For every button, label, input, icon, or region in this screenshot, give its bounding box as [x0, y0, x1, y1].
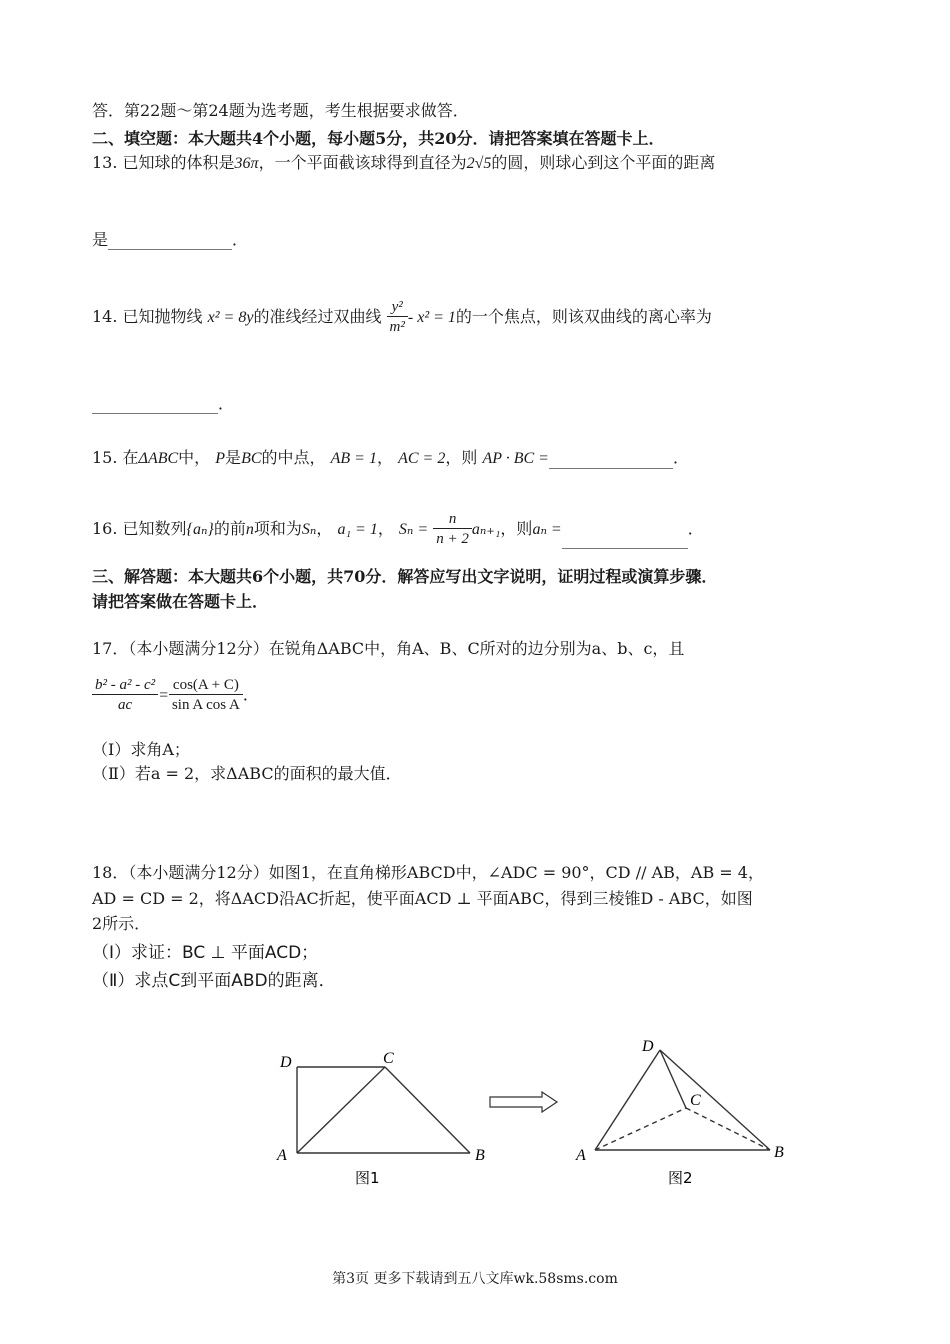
q17-equation: [92, 676, 259, 715]
fig1-caption: 图1: [355, 1169, 380, 1187]
fig1-label-b: B: [475, 1147, 485, 1164]
q16-prefix: 16. 已知数列: [92, 519, 187, 538]
q17-equals: =: [158, 687, 169, 704]
q13-line1: [92, 153, 715, 174]
q17-part1: （Ⅰ）求角A；: [92, 740, 190, 759]
q16-t1: 的前: [213, 519, 246, 538]
figure-area: [0, 1020, 950, 1200]
fig2-edge-db: [660, 1050, 770, 1150]
fig1-edge-cb: [385, 1067, 470, 1153]
q13-line2-text: 是: [92, 230, 109, 249]
q16-an1: aₙ₊₁: [471, 521, 501, 538]
q16-t4: ，: [377, 519, 394, 538]
q13-line2: [92, 230, 248, 250]
q16-fraction: [433, 510, 472, 549]
fig2-edge-cb: [686, 1108, 770, 1150]
q13-prefix: 13. 已知球的体积是: [92, 153, 235, 172]
fig2-label-b: B: [774, 1144, 784, 1161]
q15-t3: 的中点，: [261, 448, 326, 467]
fig1-label-c: C: [383, 1050, 394, 1067]
q17-lhs-num: b² - a² - c²: [92, 676, 158, 695]
fig2-label-c: C: [690, 1092, 701, 1109]
q14-parabola: x² = 8y: [207, 309, 254, 326]
q16-sn2: Sₙ =: [398, 521, 429, 538]
q16-an: aₙ =: [532, 521, 562, 538]
q15-dot-product: AP · BC =: [482, 450, 549, 467]
q16-answer-blank[interactable]: [562, 530, 688, 549]
q17-rhs-den: sin A cos A: [171, 697, 240, 713]
q16-a1: a₁ = 1: [337, 521, 378, 538]
q14-hyp-rest: - x² = 1: [407, 309, 456, 326]
q17-lhs-fraction: [92, 676, 158, 715]
q16-sn: Sₙ: [301, 521, 317, 538]
q15-end: ．: [672, 448, 689, 467]
q17-end: ．: [242, 685, 259, 704]
q15-ac: AC = 2: [398, 450, 446, 467]
figure1-trapezoid: [297, 1067, 470, 1153]
q16-t2: 项和为: [253, 519, 302, 538]
section3-title-line2: 请把答案做在答题卡上．: [92, 592, 269, 611]
q16-t3: ，: [316, 519, 333, 538]
q16-line: [92, 510, 704, 549]
q13-end: ．: [232, 230, 249, 249]
fig2-label-d: D: [642, 1038, 654, 1055]
section3-title-line1: 三、解答题：本大题共6个小题，共70分．解答应写出文字说明，证明过程或演算步骤．: [92, 567, 718, 586]
fold-arrow-icon: [490, 1092, 557, 1112]
q15-answer-blank[interactable]: [549, 450, 673, 469]
q17-lhs-den: ac: [117, 697, 133, 713]
q16-frac-num: n: [433, 510, 472, 529]
q15-point-p: P: [215, 450, 226, 467]
q15-triangle: ΔABC: [138, 450, 179, 467]
q17-rhs-num: cos(A + C): [169, 676, 243, 695]
q15-t4: ，: [376, 448, 393, 467]
q18-line3: 2所示．: [92, 914, 151, 933]
fig2-edge-da: [595, 1050, 660, 1150]
q18-line1: 18．（本小题满分12分）如图1，在直角梯形ABCD中，∠ADC = 90°，CD // AB，AB = 4，: [92, 863, 764, 882]
q18-part2: （Ⅱ）求点C到平面ABD的距离．: [92, 971, 336, 991]
figure2-pyramid: [595, 1050, 770, 1150]
fig1-label-d: D: [280, 1054, 292, 1071]
section2-title: 二、填空题：本大题共4个小题，每小题5分，共20分．请把答案填在答题卡上．: [92, 129, 665, 148]
q15-t5: ，则: [445, 448, 478, 467]
q16-n: n: [245, 521, 254, 538]
q13-diameter: 2√5: [466, 155, 492, 172]
q14-suffix: 的一个焦点，则该双曲线的离心率为: [455, 307, 712, 326]
q15-t1: 中，: [178, 448, 211, 467]
q16-end: ．: [687, 519, 704, 538]
q14-mid: 的准线经过双曲线: [253, 307, 382, 326]
q13-answer-blank[interactable]: [108, 231, 232, 250]
fig2-caption: 图2: [668, 1169, 693, 1187]
q18-line2: AD = CD = 2，将ΔACD沿AC折起，使平面ACD ⊥ 平面ABC，得到三棱锥D - ABC，如图: [92, 889, 753, 908]
q14-hyp-den: m²: [389, 319, 405, 335]
intro-text: 答．第22题～第24题为选考题，考生根据要求做答．: [92, 101, 469, 120]
q14-end: ．: [218, 394, 235, 413]
q15-line: [92, 448, 689, 469]
fig1-label-a: A: [277, 1147, 287, 1164]
q14-line2: [92, 394, 234, 414]
q14-hyp-num: y²: [387, 298, 408, 317]
q13-volume: 36π: [234, 155, 259, 172]
q17-line1: 17．（本小题满分12分）在锐角ΔABC中，角A、B、C所对的边分别为a、b、c，且: [92, 639, 685, 658]
q15-ab: AB = 1: [330, 450, 377, 467]
q14-answer-blank[interactable]: [92, 395, 218, 414]
q13-suffix: 的圆，则球心到这个平面的距离: [491, 153, 716, 172]
q15-t2: 是: [225, 448, 242, 467]
q16-seq: {aₙ}: [186, 521, 214, 538]
q17-rhs-fraction: [169, 676, 243, 715]
q13-mid: ，一个平面截该球得到直径为: [258, 153, 467, 172]
q15-prefix: 15. 在: [92, 448, 139, 467]
fig2-label-a: A: [576, 1147, 586, 1164]
fig1-diag-ac: [297, 1067, 385, 1153]
q16-t5: ，则: [500, 519, 533, 538]
q15-bc: BC: [241, 450, 262, 467]
page-footer: 第3页 更多下载请到五八文库wk.58sms.com: [332, 1271, 618, 1287]
fig2-edge-dc: [660, 1050, 686, 1108]
q14-line1: [92, 298, 712, 337]
q18-part1: （Ⅰ）求证：BC ⊥ 平面ACD；: [92, 943, 319, 963]
q14-prefix: 14. 已知抛物线: [92, 307, 203, 326]
q14-hyperbola-fraction: [387, 298, 408, 337]
q16-frac-den: n + 2: [436, 531, 469, 547]
q17-part2: （Ⅱ）若a = 2，求ΔABC的面积的最大值．: [92, 764, 402, 783]
